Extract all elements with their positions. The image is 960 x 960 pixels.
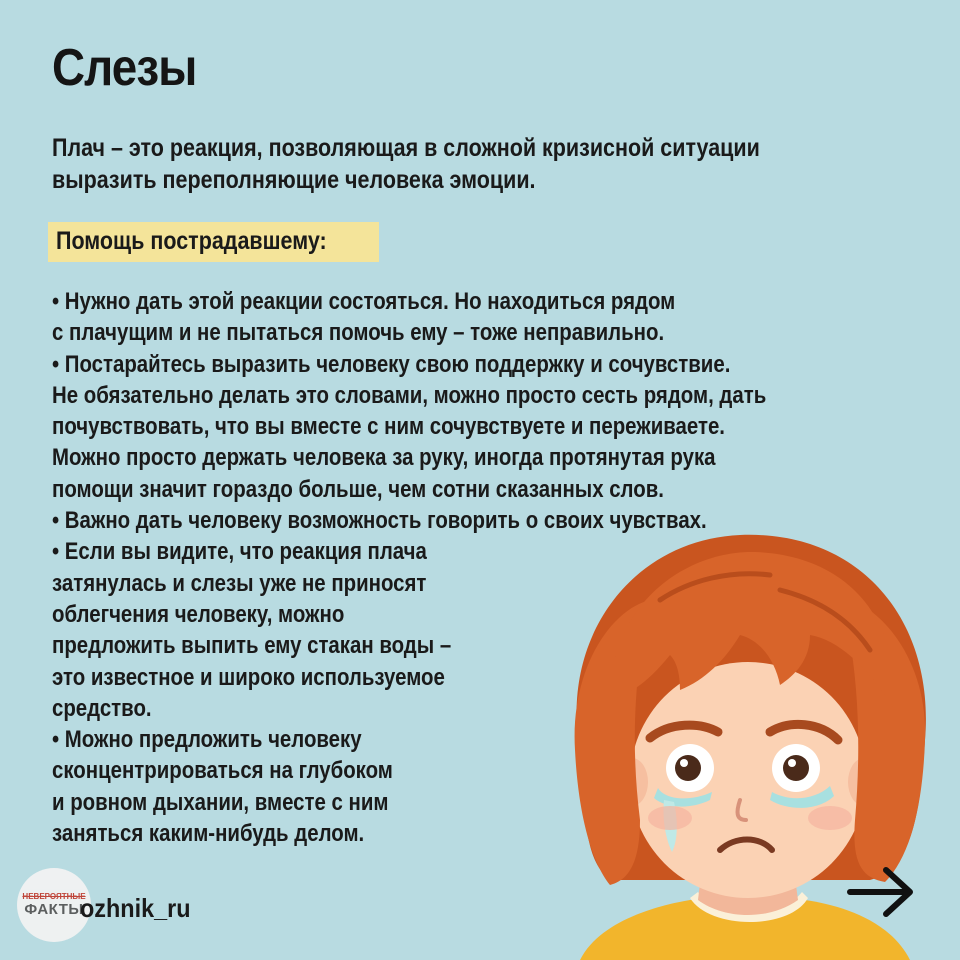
help-label-text: Помощь пострадавшему: [56,227,327,255]
arrow-right-icon[interactable] [846,862,916,922]
advice-item: • Постарайтесь выразить человеку свою поддержку и сочувствие. Не обязательно делать это словами, можно просто сесть рядом, дать почувствовать, что вы вместе с ним сочувствуете и переживаете. Можно просто держать человека за руку, иногда протянутая рука помощи значит гораздо больше, чем сотни сказанных слов. [52,350,767,503]
advice-item: • Важно дать человеку возможность говорить о своих чувствах. [52,507,707,535]
help-label [48,222,379,262]
account-handle: ozhnik_ru [80,893,191,923]
page-title: Слезы [52,39,197,97]
advice-item: • Если вы видите, что реакция плача затянулась и слезы уже не приносят облегчения человеку, можно предложить выпить ему стакан воды – это известное и широко используемое средство. [52,538,452,722]
logo-main-text: ФАКТЫ [24,901,84,918]
logo-top-text: НЕВЕРОЯТНЫЕ [22,892,86,901]
intro-text: Плач – это реакция, позволяющая в сложной кризисной ситуации выразить переполняющие человека эмоции. [52,134,760,194]
advice-item: • Можно предложить человеку сконцентрироваться на глубоком и ровном дыхании, вместе с ним заняться каким-нибудь делом. [52,726,393,848]
advice-item: • Нужно дать этой реакции состояться. Но находиться рядом с плачущим и не пытаться помочь ему – тоже неправильно. [52,288,676,347]
